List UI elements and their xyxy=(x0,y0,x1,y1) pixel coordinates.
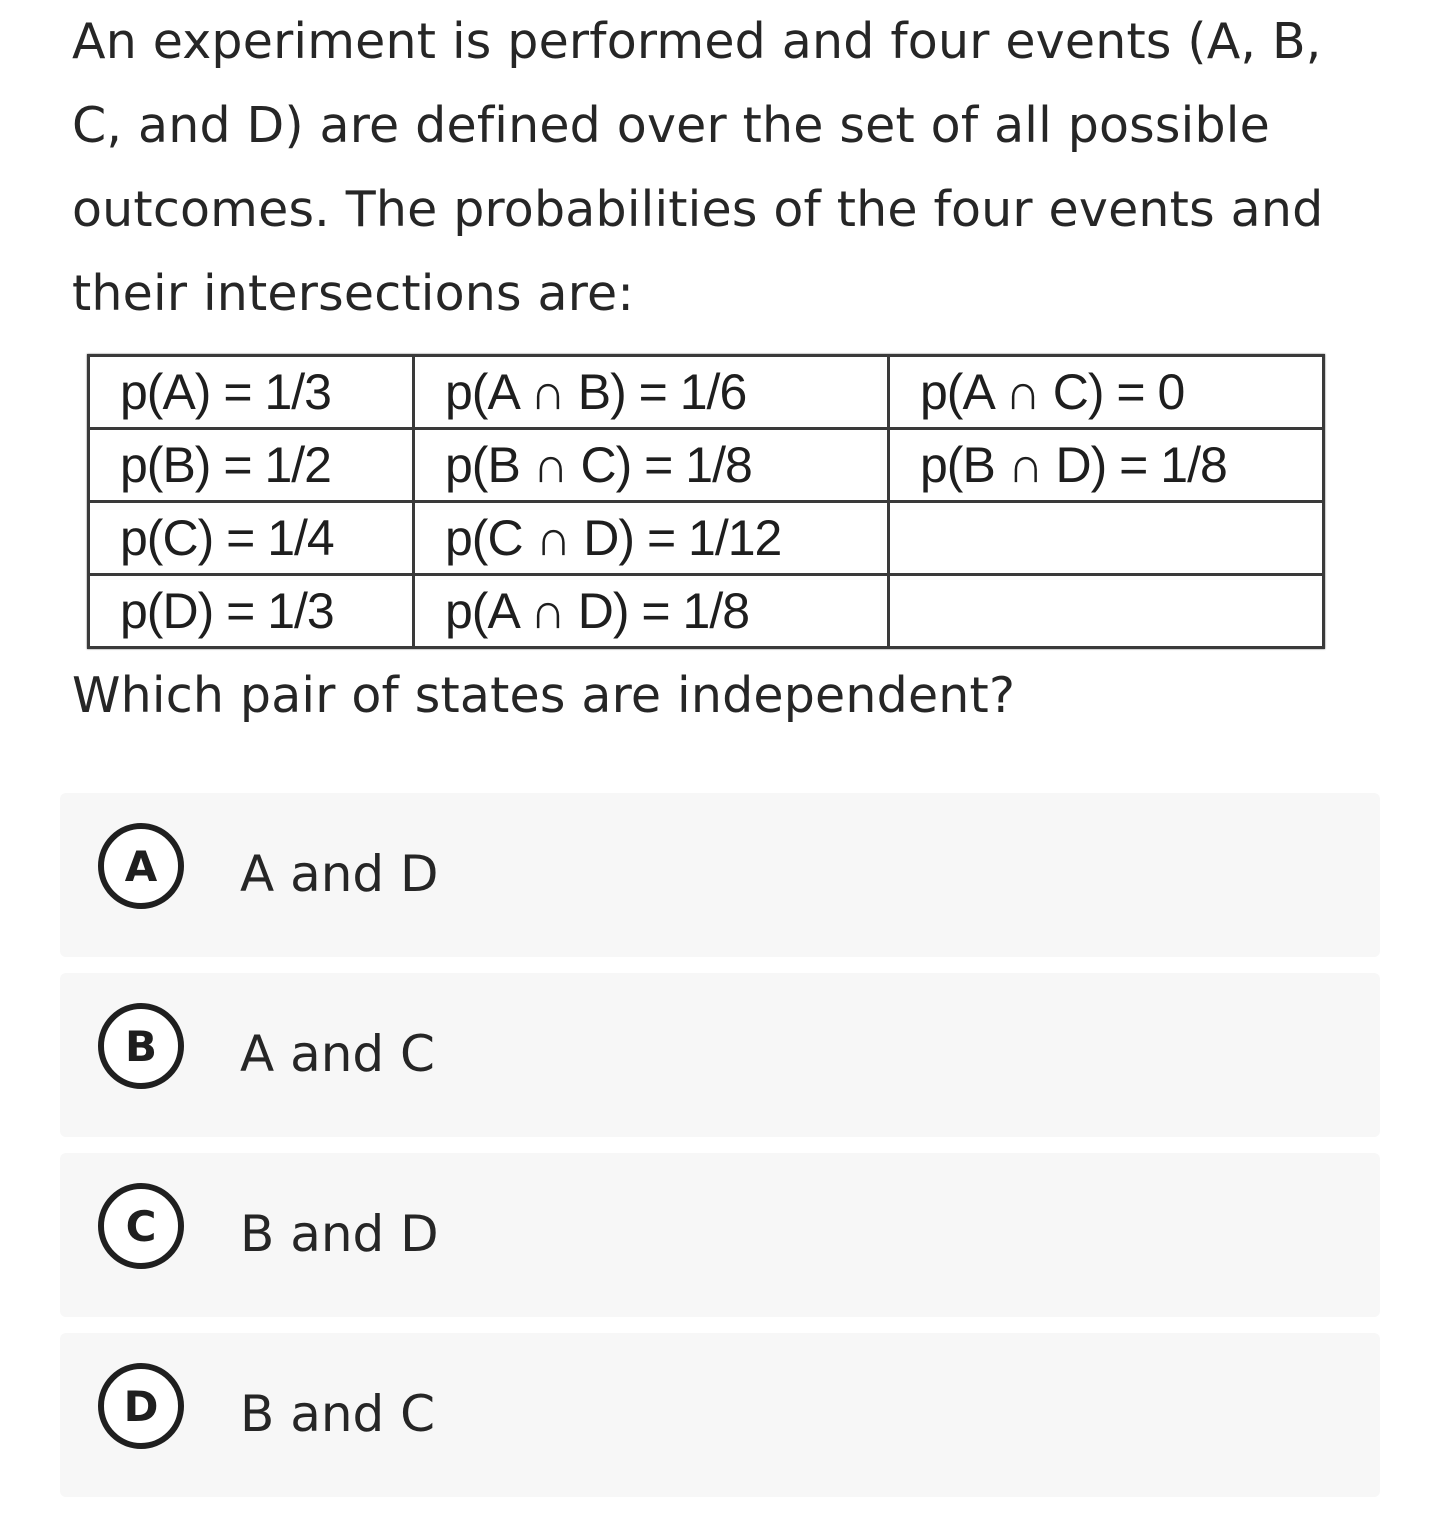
table-cell: p(A ∩ B) = 1/6 xyxy=(414,356,889,429)
table-cell: p(C ∩ D) = 1/12 xyxy=(414,502,889,575)
answer-option-a[interactable] xyxy=(60,793,1380,957)
probability-table xyxy=(87,354,1325,649)
table-cell xyxy=(889,575,1324,648)
table-cell: p(A ∩ C) = 0 xyxy=(889,356,1324,429)
table-row xyxy=(89,575,1324,648)
answer-option-b[interactable] xyxy=(60,973,1380,1137)
option-text: B and D xyxy=(240,1205,439,1263)
table-row xyxy=(89,356,1324,429)
answer-option-d[interactable] xyxy=(60,1333,1380,1497)
option-letter-badge: A xyxy=(98,823,184,909)
table-cell: p(B ∩ D) = 1/8 xyxy=(889,429,1324,502)
option-text: A and D xyxy=(240,845,439,903)
option-text: A and C xyxy=(240,1025,435,1083)
table-cell: p(B) = 1/2 xyxy=(89,429,414,502)
table-cell: p(B ∩ C) = 1/8 xyxy=(414,429,889,502)
table-cell: p(A ∩ D) = 1/8 xyxy=(414,575,889,648)
table-row xyxy=(89,502,1324,575)
table-cell: p(A) = 1/3 xyxy=(89,356,414,429)
option-letter-badge: B xyxy=(98,1003,184,1089)
answer-options xyxy=(60,793,1380,1513)
option-text: B and C xyxy=(240,1385,436,1443)
answer-option-c[interactable] xyxy=(60,1153,1380,1317)
table-cell: p(C) = 1/4 xyxy=(89,502,414,575)
table-cell: p(D) = 1/3 xyxy=(89,575,414,648)
table-cell xyxy=(889,502,1324,575)
option-letter-badge: C xyxy=(98,1183,184,1269)
question-prompt: Which pair of states are independent? xyxy=(72,667,1016,724)
option-letter-badge: D xyxy=(98,1363,184,1449)
table-row xyxy=(89,429,1324,502)
question-stem: An experiment is performed and four events (A, B, C, and D) are defined over the set of all possible outcomes. The probabilities of the four events and their intersections are: xyxy=(72,13,1324,322)
